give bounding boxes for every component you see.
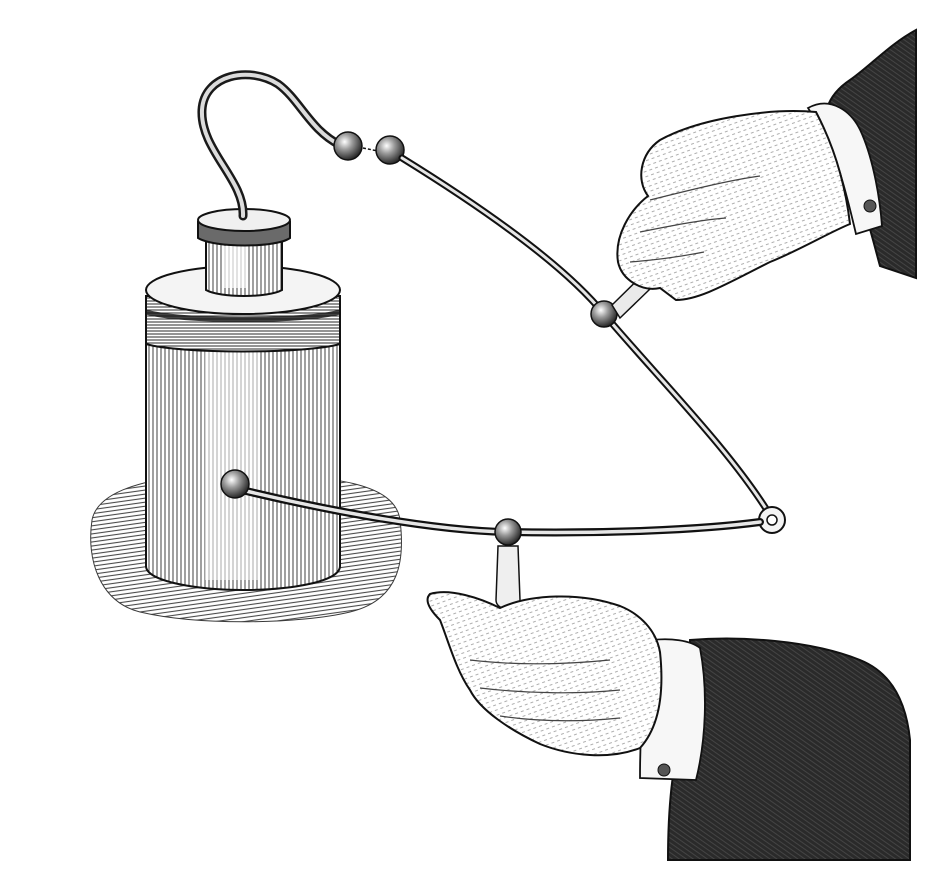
jar-knob-ball (334, 132, 362, 160)
lower-joint (495, 519, 521, 545)
upper-cufflink (864, 200, 876, 212)
lower-hand-skin (428, 592, 662, 755)
leyden-jar (146, 209, 340, 590)
lower-handle (496, 546, 520, 609)
jar-hook-rod (202, 75, 362, 216)
lower-cufflink (658, 764, 670, 776)
discharger-ball-outer-coating (221, 470, 249, 498)
upper-hand (617, 30, 916, 300)
upper-hand-skin (617, 111, 850, 300)
lower-hand (428, 592, 910, 860)
